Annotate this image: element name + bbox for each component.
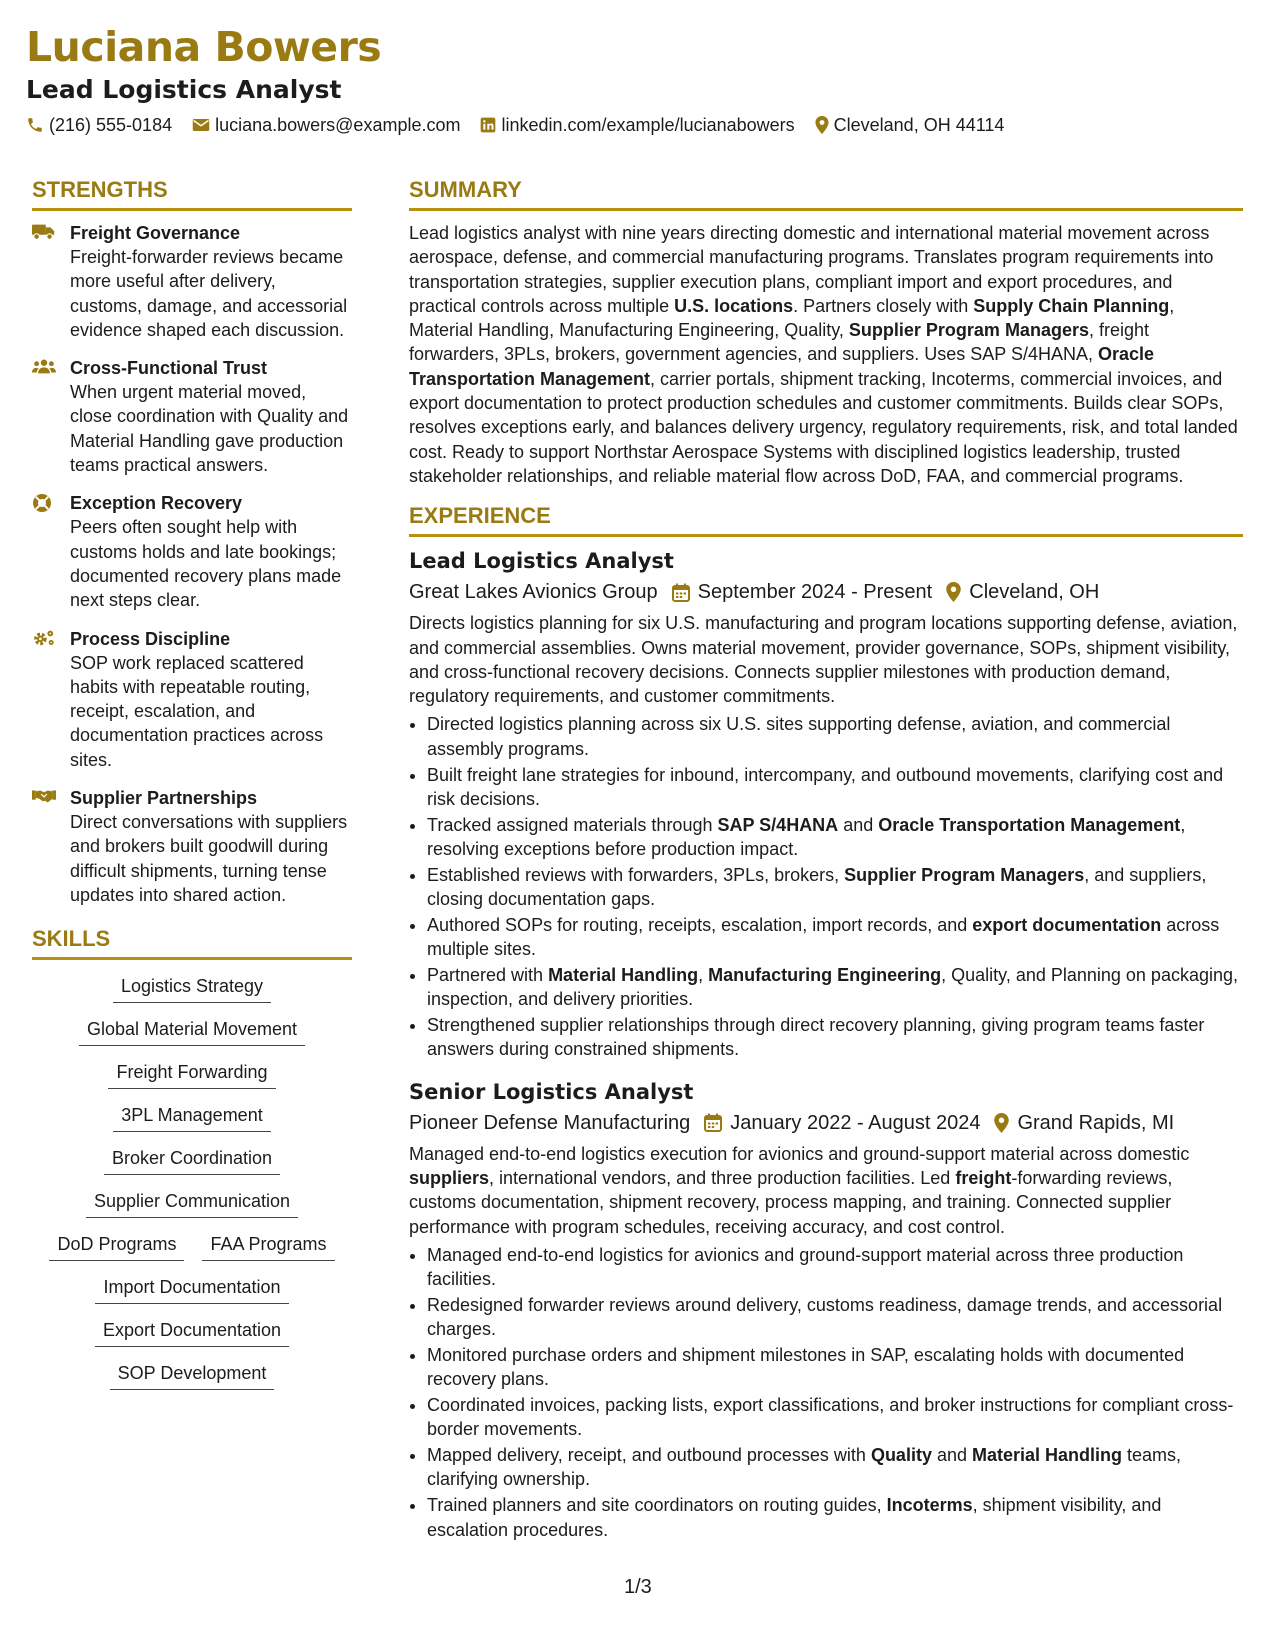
- page-number: 1/3: [624, 1576, 652, 1598]
- contact-location: [815, 113, 1005, 137]
- strength-item: [32, 627, 352, 772]
- job-entry: [409, 1078, 1243, 1542]
- list-item: • Built freight lane strategies for inbound, intercompany, and outbound movements, clarifying cost and risk decisions.: [427, 763, 1243, 812]
- job-dates: January 2022 - August 2024: [730, 1111, 981, 1134]
- list-item: • Redesigned forwarder reviews around delivery, customs readiness, damage trends, and accessorial charges.: [427, 1293, 1243, 1342]
- contact-phone: [26, 113, 172, 137]
- list-item: • Managed end-to-end logistics for avionics and ground-support material across three production facilities.: [427, 1243, 1243, 1292]
- strength-title: Cross-Functional Trust: [70, 358, 268, 379]
- strength-desc: Freight-forwarder reviews became more useful after delivery, customs, damage, and accessorial evidence shaped each discussion.: [70, 247, 348, 340]
- strength-item: [32, 491, 352, 612]
- skill-tag: DoD Programs: [49, 1232, 184, 1261]
- location-text: Cleveland, OH 44114: [833, 115, 1005, 135]
- job-bullets: [409, 712, 1243, 1061]
- skills-heading: SKILLS: [32, 925, 352, 960]
- skill-tag: Export Documentation: [95, 1318, 289, 1347]
- skill-tag: SOP Development: [110, 1361, 275, 1390]
- envelope-icon: [192, 117, 210, 133]
- list-item: • Strengthened supplier relationships through direct recovery planning, giving program teams faster answers during constrained shipments.: [427, 1013, 1243, 1062]
- contact-email[interactable]: [192, 113, 460, 137]
- summary-heading: SUMMARY: [409, 176, 1243, 211]
- right-column: [409, 176, 1243, 1558]
- strength-title: Supplier Partnerships: [70, 788, 258, 809]
- job-description: Managed end-to-end logistics execution for avionics and ground-support material across domestic suppliers, international vendors, and three production facilities. Led freight-forwarding reviews, customs documentation, shipment recovery, process mapping, and training. Connected supplier performance with program schedules, receiving accuracy, and cost control.: [409, 1143, 1190, 1237]
- email-link[interactable]: luciana.bowers@example.com: [215, 115, 461, 135]
- strength-desc: Peers often sought help with customs holds and late bookings; documented recovery plans made next steps clear.: [70, 517, 342, 611]
- list-item: • Authored SOPs for routing, receipts, escalation, import records, and export documentation across multiple sites.: [427, 913, 1243, 962]
- job-location: Grand Rapids, MI: [1017, 1111, 1175, 1134]
- strength-title: Process Discipline: [70, 628, 231, 649]
- skill-tag: Freight Forwarding: [108, 1060, 275, 1089]
- strength-title: Exception Recovery: [70, 493, 243, 514]
- list-item: • Monitored purchase orders and shipment milestones in SAP, escalating holds with documented recovery plans.: [427, 1343, 1243, 1392]
- strengths-heading: STRENGTHS: [32, 176, 352, 211]
- linkedin-icon: [480, 117, 496, 133]
- job-meta: [409, 577, 1243, 607]
- experience-heading: EXPERIENCE: [409, 502, 1243, 537]
- strength-desc: Direct conversations with suppliers and brokers built goodwill during difficult shipments, turning tense updates into shared action.: [70, 812, 348, 905]
- job-company: Great Lakes Avionics Group: [409, 581, 658, 604]
- skill-tag: Supplier Communication: [86, 1189, 298, 1218]
- strength-item: [32, 786, 352, 907]
- contact-bar: [26, 113, 1004, 137]
- strength-item: [32, 356, 352, 477]
- job-description: Directs logistics planning for six U.S. manufacturing and program locations supporting defense, aviation, and commercial assemblies. Owns material movement, provider governance, SOPs, shipment visibility, and cross-functional recovery decisions. Connects supplier milestones with production demand, regulatory requirements, and customer commitments.: [409, 613, 1238, 707]
- life-ring-icon: [32, 491, 56, 612]
- job-title: Lead Logistics Analyst: [409, 549, 674, 574]
- linkedin-link[interactable]: linkedin.com/example/lucianabowers: [501, 115, 795, 135]
- candidate-name: Luciana Bowers: [26, 23, 382, 71]
- gears-icon: [32, 627, 56, 772]
- list-item: • Mapped delivery, receipt, and outbound processes with Quality and Material Handling teams, clarifying ownership.: [427, 1443, 1243, 1492]
- list-item: • Directed logistics planning across six U.S. sites supporting defense, aviation, and commercial assembly programs.: [427, 712, 1243, 761]
- strength-title: Freight Governance: [70, 223, 241, 243]
- job-location: Cleveland, OH: [969, 581, 1100, 604]
- strength-item: [32, 221, 352, 342]
- calendar-icon: [704, 1113, 722, 1132]
- list-item: • Tracked assigned materials through SAP S/4HANA and Oracle Transportation Management, resolving exceptions before production impact.: [427, 813, 1243, 862]
- skills-list: [32, 970, 352, 1390]
- left-column: [32, 176, 352, 1390]
- map-pin-icon: [994, 1113, 1009, 1133]
- truck-icon: [32, 221, 56, 342]
- job-company: Pioneer Defense Manufacturing: [409, 1111, 691, 1134]
- list-item: • Established reviews with forwarders, 3PLs, brokers, Supplier Program Managers, and suppliers, closing documentation gaps.: [427, 863, 1243, 912]
- skill-tag: Global Material Movement: [79, 1017, 305, 1046]
- phone-icon: [26, 116, 44, 134]
- users-icon: [32, 356, 56, 477]
- skill-tag: FAA Programs: [202, 1232, 334, 1261]
- handshake-icon: [32, 786, 56, 907]
- calendar-icon: [672, 583, 690, 602]
- candidate-title: Lead Logistics Analyst: [26, 75, 342, 104]
- job-dates: September 2024 - Present: [697, 581, 933, 604]
- job-meta: [409, 1108, 1243, 1138]
- map-pin-icon: [946, 582, 961, 602]
- job-bullets: [409, 1243, 1243, 1542]
- skill-tag: Logistics Strategy: [113, 974, 271, 1003]
- summary-text: Lead logistics analyst with nine years directing domestic and international material movement across aerospace, defense, and commercial manufacturing programs. Translates program requirements into transportation strategies, supplier execution plans, compliant import and export procedures, and practical controls across multiple U.S. locations. Partners closely with Supply Chain Planning, Material Handling, Manufacturing Engineering, Quality, Supplier Program Managers, freight forwarders, 3PLs, brokers, government agencies, and suppliers. Uses SAP S/4HANA, Oracle Transportation Management, carrier portals, shipment tracking, Incoterms, commercial invoices, and export documentation to protect production schedules and customer commitments. Builds clear SOPs, resolves exceptions early, and balances delivery urgency, regulatory requirements, risk, and total landed cost. Ready to support Northstar Aerospace Systems with disciplined logistics leadership, trusted stakeholder relationships, and reliable material flow across DoD, FAA, and commercial programs.: [409, 223, 1238, 486]
- skill-tag: 3PL Management: [113, 1103, 270, 1132]
- contact-linkedin[interactable]: [480, 113, 794, 137]
- list-item: • Coordinated invoices, packing lists, export classifications, and broker instructions for compliant cross-border movements.: [427, 1393, 1243, 1442]
- skill-tag: Import Documentation: [95, 1275, 288, 1304]
- list-item: • Partnered with Material Handling, Manufacturing Engineering, Quality, and Planning on packaging, inspection, and delivery priorities.: [427, 963, 1243, 1012]
- skill-tag: Broker Coordination: [104, 1146, 280, 1175]
- job-entry: [409, 547, 1243, 1061]
- list-item: • Trained planners and site coordinators on routing guides, Incoterms, shipment visibility, and escalation procedures.: [427, 1493, 1243, 1542]
- strength-desc: SOP work replaced scattered habits with repeatable routing, receipt, escalation, and documentation practices across sites.: [70, 652, 324, 770]
- job-title: Senior Logistics Analyst: [409, 1079, 694, 1104]
- map-pin-icon: [815, 116, 829, 134]
- phone-text: (216) 555-0184: [49, 115, 173, 135]
- strength-desc: When urgent material moved, close coordination with Quality and Material Handling gave production teams practical answers.: [70, 382, 349, 476]
